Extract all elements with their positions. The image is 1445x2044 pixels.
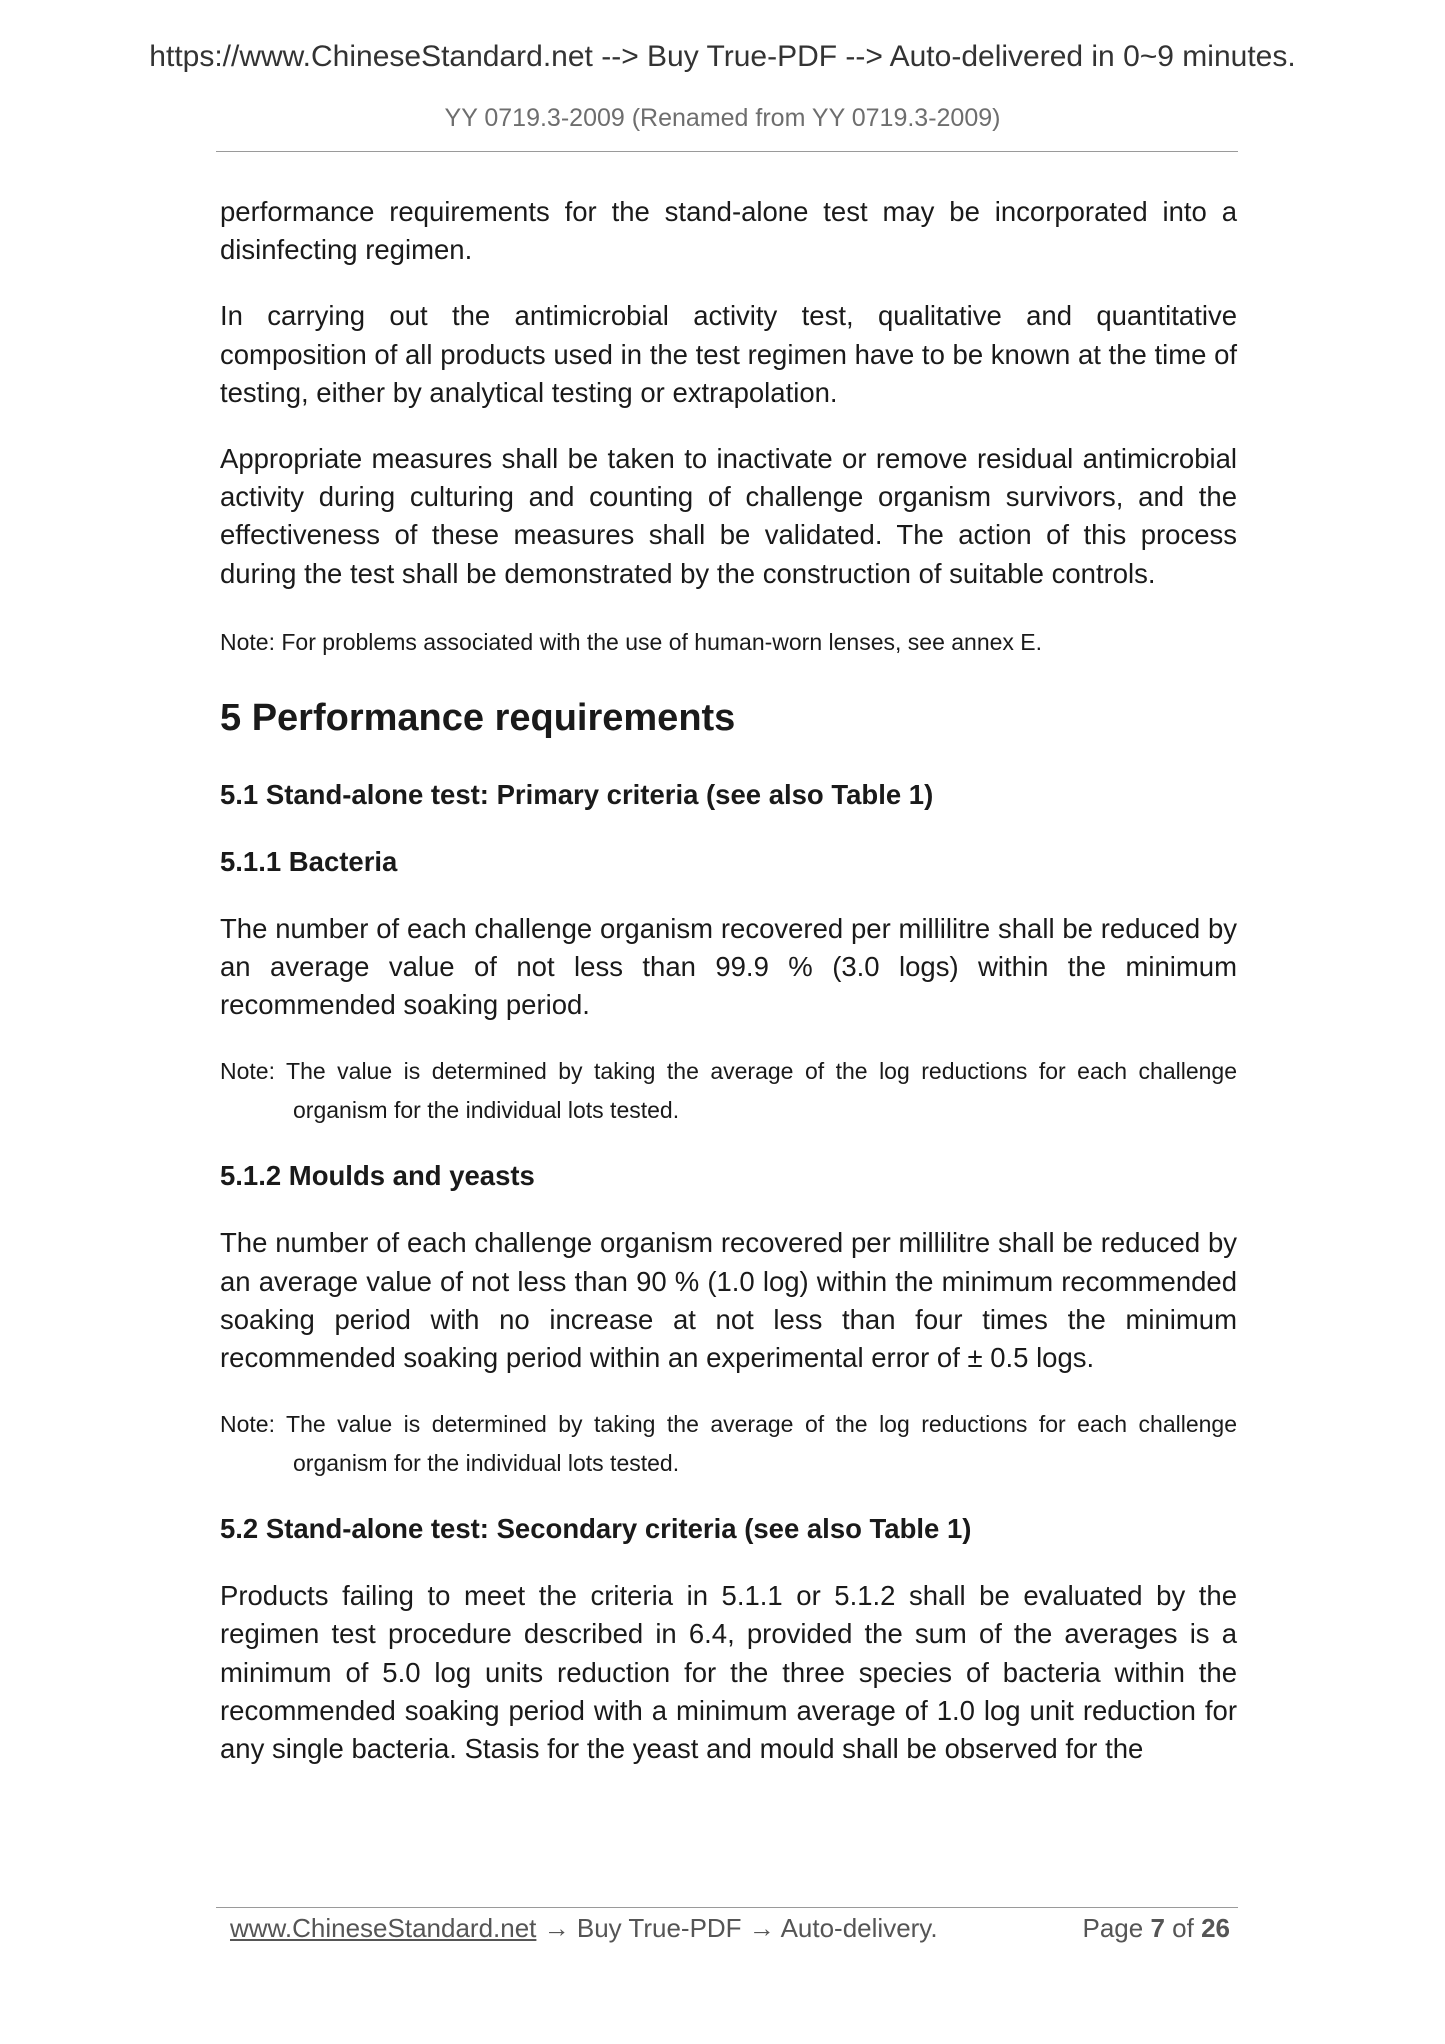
- section-5-1-heading: 5.1 Stand-alone test: Primary criteria (see also Table 1): [220, 778, 934, 810]
- page-label: Page: [1082, 1913, 1144, 1943]
- paragraph-3: Appropriate measures shall be taken to inactivate or remove residual antimicrobial activity during culturing and counting of challenge organism survivors, and the effectiveness of these measures shall be validated. The action of this process during the test shall be demonstrated by the construction of suitable controls.: [220, 443, 1237, 589]
- section-5-1-1-heading: 5.1.1 Bacteria: [220, 845, 398, 877]
- paragraph-2: In carrying out the antimicrobial activity test, qualitative and quantitative composition of all products used in the test regimen have to be known at the time of testing, either by analytical testing or extrapolation.: [220, 300, 1237, 408]
- page-total: 26: [1201, 1913, 1230, 1943]
- standard-id-header: YY 0719.3-2009 (Renamed from YY 0719.3-2009): [444, 104, 1001, 132]
- paragraph-moulds-yeasts: The number of each challenge organism recovered per millilitre shall be reduced by an average value of not less than 90 % (1.0 log) within the minimum recommended soaking period with no increase at not less than four times the minimum recommended soaking period within an experimental error of ± 0.5 logs.: [220, 1227, 1237, 1374]
- section-5-2-heading: 5.2 Stand-alone test: Secondary criteria (see also Table 1): [220, 1513, 972, 1545]
- page-current: 7: [1150, 1913, 1165, 1943]
- note-moulds-yeasts: Note: The value is determined by taking the average of the log reductions for each challenge organism for the individual lots tested.: [220, 1411, 1237, 1476]
- section-5-heading: 5 Performance requirements: [220, 696, 736, 739]
- footer-divider: [216, 1907, 1238, 1908]
- top-banner: https://www.ChineseStandard.net --> Buy True-PDF --> Auto-delivered in 0~9 minutes.: [149, 40, 1296, 73]
- document-body: [220, 193, 1237, 1768]
- footer-text: [230, 1913, 938, 1944]
- footer-website-link[interactable]: www.ChineseStandard.net: [230, 1913, 537, 1943]
- paragraph-1: performance requirements for the stand-alone test may be incorporated into a disinfecting regimen.: [220, 196, 1237, 266]
- header-divider: [216, 151, 1238, 152]
- paragraph-bacteria: The number of each challenge organism recovered per millilitre shall be reduced by an average value of not less than 99.9 % (3.0 logs) within the minimum recommended soaking period.: [220, 912, 1237, 1021]
- page-number: [1082, 1913, 1230, 1944]
- paragraph-secondary-criteria: Products failing to meet the criteria in 5.1.1 or 5.1.2 shall be evaluated by the regimen test procedure described in 6.4, provided the sum of the averages is a minimum of 5.0 log units reduction for the three species of bacteria within the recommended soaking period with a minimum average of 1.0 log unit reduction for any single bacteria. Stasis for the yeast and mould shall be observed for the: [220, 1580, 1237, 1765]
- note-bacteria: Note: The value is determined by taking the average of the log reductions for each challenge organism for the individual lots tested.: [220, 1058, 1237, 1123]
- footer-delivery-text: → Buy True-PDF → Auto-delivery.: [536, 1913, 938, 1943]
- note-annex-e: Note: For problems associated with the use of human-worn lenses, see annex E.: [220, 628, 1043, 655]
- of-label: of: [1172, 1913, 1194, 1943]
- section-5-1-2-heading: 5.1.2 Moulds and yeasts: [220, 1160, 535, 1192]
